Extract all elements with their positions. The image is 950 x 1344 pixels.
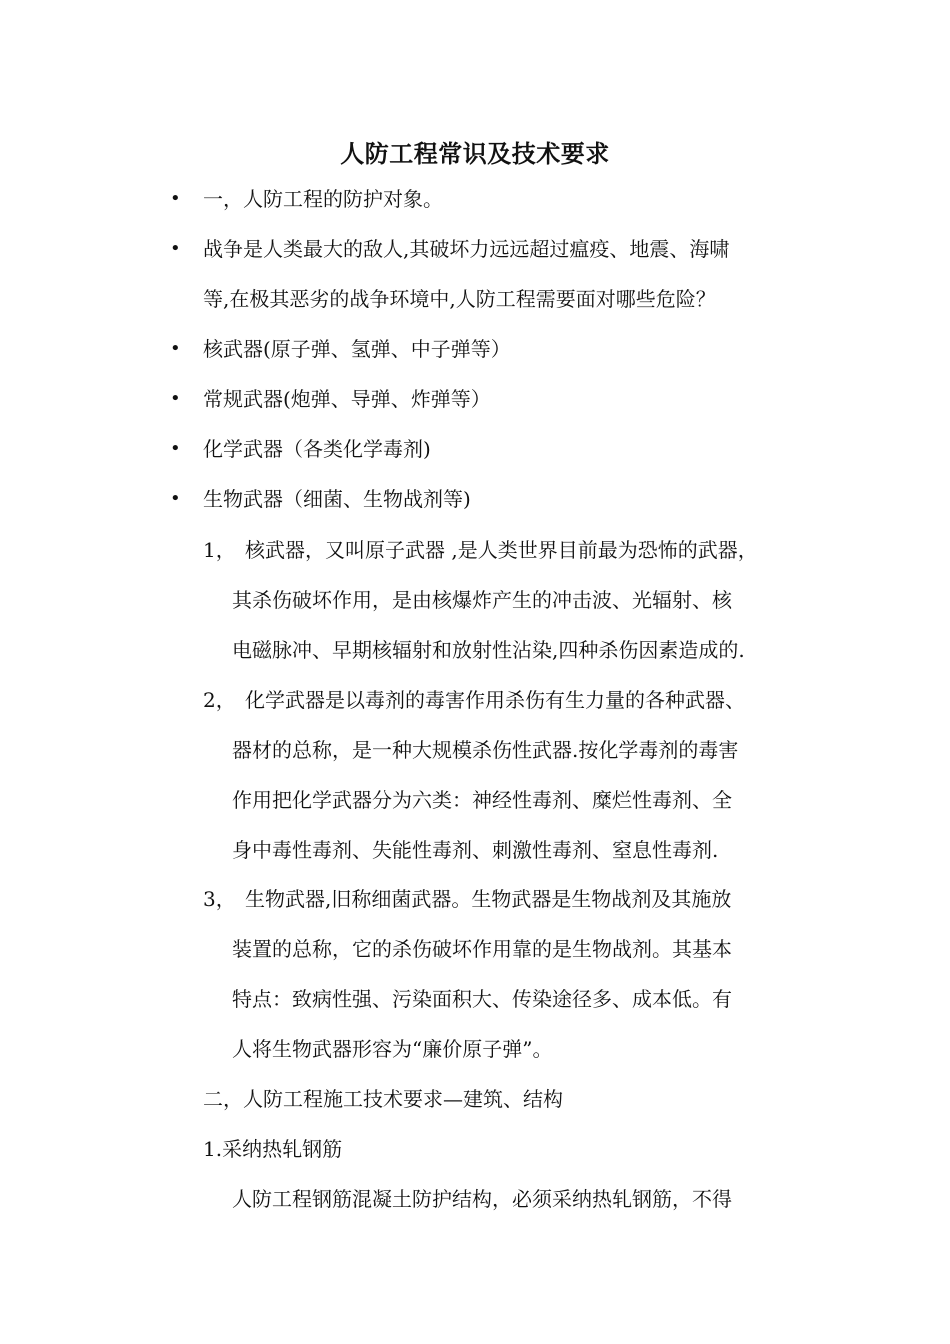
bullet-item-war-enemy: 战争是人类最大的敌人,其破坏力远远超过瘟疫、地震、海啸 — [203, 237, 730, 261]
item-2-line-1: 化学武器是以毒剂的毒害作用杀伤有生力量的各种武器、 — [245, 688, 745, 712]
item-2-line-4: 身中毒性毒剂、失能性毒剂、刺激性毒剂、窒息性毒剂. — [232, 838, 719, 862]
item-1-line-3: 电磁脉冲、早期核辐射和放射性沾染,四种杀伤因素造成的. — [232, 638, 745, 662]
bullet-item-chemical: 化学武器（各类化学毒剂) — [203, 437, 431, 461]
document-title: 人防工程常识及技术要求 — [340, 139, 610, 168]
item-2-number: 2， — [203, 688, 236, 712]
item-1-line-2: 其杀伤破坏作用，是由核爆炸产生的冲击波、光辐射、核 — [232, 588, 732, 612]
item-3-line-4: 人将生物武器形容为“廉价原子弹”。 — [232, 1037, 553, 1061]
item-3-line-3: 特点：致病性强、污染面积大、传染途径多、成本低。有 — [232, 987, 732, 1011]
bullet-item-biological: 生物武器（细菌、生物战剂等) — [203, 487, 471, 511]
item-1-line-1: 核武器，又叫原子武器 ,是人类世界目前最为恐怖的武器， — [245, 538, 758, 562]
bullet-dot: • — [170, 438, 181, 459]
paragraph-rebar-requirement: 人防工程钢筋混凝土防护结构，必须采纳热轧钢筋，不得 — [232, 1187, 732, 1211]
bullet-item-conventional: 常规武器(炮弹、导弹、炸弹等） — [203, 387, 491, 411]
section-2-heading: 二，人防工程施工技术要求—建筑、结构 — [203, 1087, 563, 1111]
bullet-item-protection-targets: 一，人防工程的防护对象。 — [203, 187, 443, 211]
subheading-hot-rolled-rebar: 1.采纳热轧钢筋 — [203, 1137, 343, 1161]
item-1-number: 1， — [203, 538, 236, 562]
item-2-line-3: 作用把化学武器分为六类：神经性毒剂、糜烂性毒剂、全 — [232, 788, 732, 812]
bullet-dot: • — [170, 488, 181, 509]
item-3-line-2: 装置的总称，它的杀伤破坏作用靠的是生物战剂。其基本 — [232, 937, 732, 961]
bullet-item-nuclear: 核武器(原子弹、氢弹、中子弹等） — [203, 337, 511, 361]
item-2-line-2: 器材的总称，是一种大规模杀伤性武器.按化学毒剂的毒害 — [232, 738, 739, 762]
bullet-dot: • — [170, 388, 181, 409]
bullet-dot: • — [170, 238, 181, 259]
bullet-item-war-enemy-cont: 等,在极其恶劣的战争环境中,人防工程需要面对哪些危险？ — [203, 287, 716, 311]
item-3-line-1: 生物武器,旧称细菌武器。生物武器是生物战剂及其施放 — [245, 887, 732, 911]
bullet-dot: • — [170, 188, 181, 209]
item-3-number: 3， — [203, 887, 236, 911]
bullet-dot: • — [170, 338, 181, 359]
